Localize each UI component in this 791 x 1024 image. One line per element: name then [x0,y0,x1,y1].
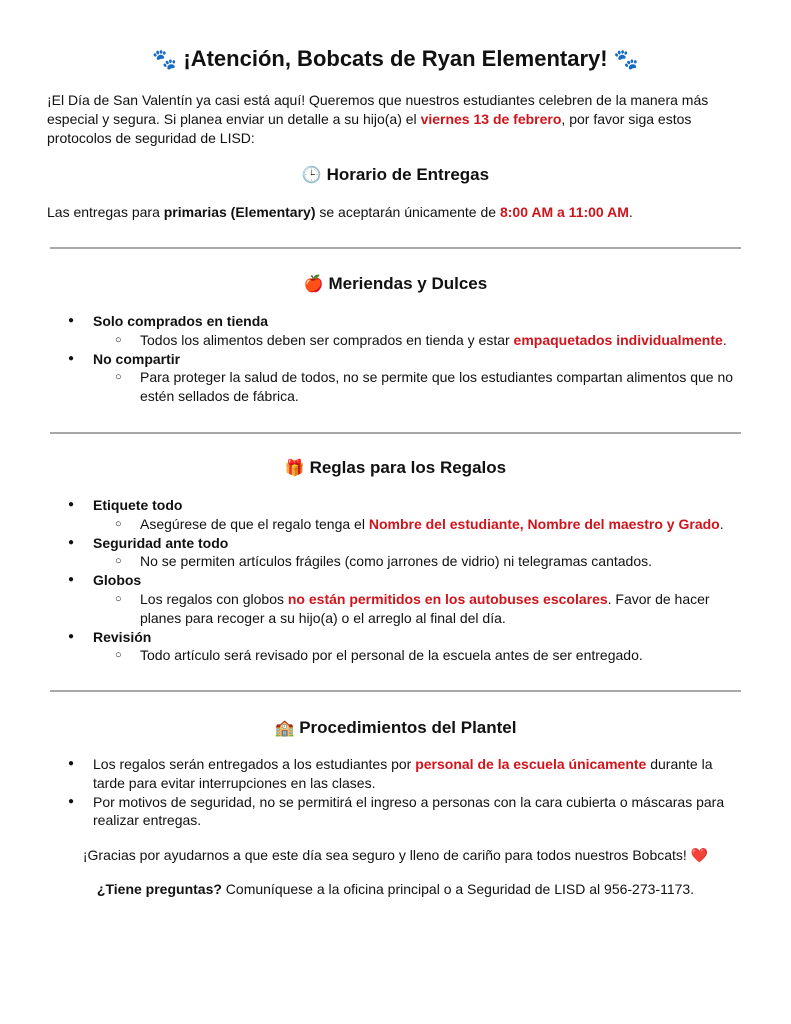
text: . Favor de hacer planes para recoger a su hijo(a) o el arreglo al final del día. [140,590,710,626]
school-icon: 🏫 [274,720,295,737]
meriendas-list [47,312,747,406]
sub-list-item [47,590,747,628]
divider [50,432,741,434]
highlight-date: viernes 13 de febrero [420,110,562,127]
contact-text: Comuníquese a la oficina principal o a Seguridad de LISD al 956-273-1173. [221,881,695,897]
apple-icon: 🍎 [303,276,324,293]
list-item: ● Revisión [47,628,747,647]
text: Asegúrese de que el regalo tenga el [140,515,369,532]
list-item: ● No compartir [47,350,747,369]
heading-text: Procedimientos del Plantel [299,718,517,737]
intro-text-end: , por favor siga estos protocolos de seguridad de LISD: [47,110,692,146]
divider [50,247,741,249]
list-item: ● Globos [47,571,747,590]
text: Todos los alimentos deben ser comprados en tienda y estar [140,331,514,348]
page-title [0,46,791,73]
title-text: ¡Atención, Bobcats de Ryan Elementary! [183,46,608,71]
intro-text: ¡El Día de San Valentín ya casi está aquí! Queremos que nuestros estudiantes celebren de la manera más especial y segura. Si planea enviar un detalle a su hijo(a) el [47,92,709,127]
text: Los regalos serán entregados a los estudiantes por [93,756,416,772]
gift-icon: 🎁 [284,460,305,477]
list-item [47,755,747,793]
section-heading-plantel [0,717,791,740]
text: . [719,515,724,532]
plantel-list [47,755,747,830]
highlight: empaquetados individualmente [513,331,723,348]
intro-paragraph [47,91,747,147]
questions-label: ¿Tiene preguntas? [96,881,222,897]
text: . [628,204,633,220]
section-heading-horario [0,164,791,187]
divider [50,690,741,692]
section-heading-regalos [0,457,791,480]
sub-list-item [47,331,747,350]
highlight: personal de la escuela únicamente [415,756,647,772]
regalos-list [47,496,747,665]
text: Las entregas para [47,204,164,220]
text: se aceptarán únicamente de [315,204,500,220]
heading-text: Meriendas y Dulces [328,274,488,293]
heart-icon: ❤️ [690,847,709,863]
questions-paragraph [0,880,791,899]
sub-list-item: ○ Todo artículo será revisado por el personal de la escuela antes de ser entregado. [47,646,747,665]
section-heading-meriendas [0,273,791,296]
highlight: no están permitidos en los autobuses escolares [287,590,608,607]
list-item: ● Por motivos de seguridad, no se permitirá el ingreso a personas con la cara cubierta o máscaras para realizar entregas. [47,793,747,831]
bold-text: primarias (Elementary) [163,204,316,220]
paw-icon: 🐾 [613,49,639,71]
text: durante la tarde para evitar interrupciones en las clases. [93,756,713,791]
text: . [722,331,727,348]
list-item: ● Solo comprados en tienda [47,312,747,331]
thanks-paragraph [0,846,791,865]
heading-text: Horario de Entregas [326,165,490,184]
clock-icon: 🕒 [301,167,322,184]
thanks-text: ¡Gracias por ayudarnos a que este día sea seguro y lleno de cariño para todos nuestros Bobcats! [82,847,691,863]
sub-list-item: ○ No se permiten artículos frágiles (como jarrones de vidrio) ni telegramas cantados. [47,552,747,571]
heading-text: Reglas para los Regalos [309,458,507,477]
highlight: Nombre del estudiante, Nombre del maestro y Grado [368,515,720,532]
sub-list-item: ○ Para proteger la salud de todos, no se permite que los estudiantes compartan alimentos que no estén sellados de fábrica. [47,368,747,406]
list-item: ● Seguridad ante todo [47,534,747,553]
list-item: ● Etiquete todo [47,496,747,515]
sub-list-item [47,515,747,534]
highlight-time: 8:00 AM a 11:00 AM [499,204,629,220]
text: Los regalos con globos [140,590,288,607]
paw-icon: 🐾 [152,49,178,71]
horario-paragraph [47,203,747,222]
